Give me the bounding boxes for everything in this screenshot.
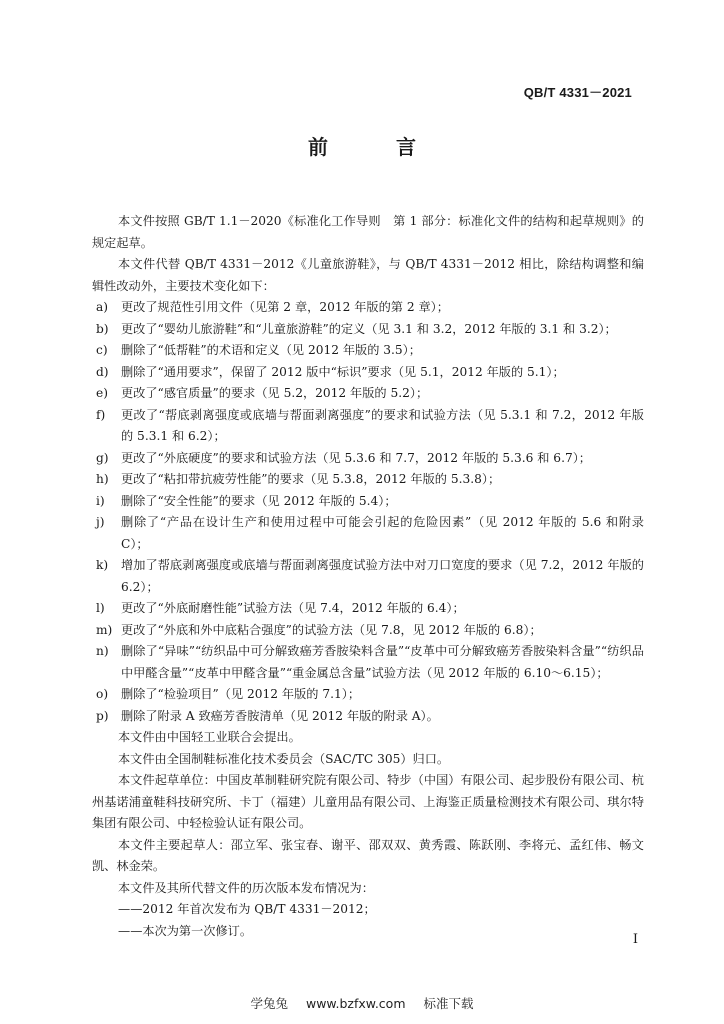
footer-url[interactable]: www.bzfxw.com — [305, 996, 406, 1011]
list-item — [92, 491, 644, 513]
list-marker: k) — [96, 558, 109, 572]
list-text: 更改了规范性引用文件（见第 2 章，2012 年版的第 2 章）； — [121, 300, 449, 314]
list-item — [92, 641, 644, 684]
paragraph: 本文件代替 QB/T 4331－2012《儿童旅游鞋》，与 QB/T 4331－2012 相比，除结构调整和编辑性改动外，主要技术变化如下： — [92, 257, 644, 293]
list-marker: a) — [96, 300, 109, 314]
list-marker: f) — [96, 407, 106, 422]
list-text: 删除了“产品在设计生产和使用过程中可能会引起的危险因素”（见 2012 年版的 5.6 和附录 C）； — [121, 515, 644, 551]
footer-watermark — [0, 994, 724, 1012]
list-text: 更改了“粘扣带抗疲劳性能”的要求（见 5.3.8，2012 年版的 5.3.8）； — [121, 472, 501, 486]
history-item: ——本次为第一次修订。 — [118, 923, 253, 938]
list-text: 更改了“感官质量”的要求（见 5.2，2012 年版的 5.2）； — [121, 386, 429, 400]
paragraph: 本文件主要起草人：邵立军、张宝春、谢平、邵双双、黄秀霞、陈跃刚、李将元、孟红伟、畅文凯、林金荣。 — [92, 837, 644, 873]
list-marker: o) — [96, 687, 109, 701]
list-item — [92, 469, 644, 491]
list-item — [92, 598, 644, 620]
history-item: ——2012 年首次发布为 QB/T 4331－2012； — [118, 902, 376, 916]
list-marker: d) — [96, 364, 109, 379]
list-item — [92, 512, 644, 555]
list-item — [92, 297, 644, 319]
list-item — [92, 362, 644, 384]
paragraph: 本文件按照 GB/T 1.1－2020《标准化工作导则 第 1 部分：标准化文件的结构和起草规则》的规定起草。 — [92, 214, 644, 250]
document-body — [92, 211, 644, 942]
paragraph: 本文件由中国轻工业联合会提出。 — [118, 730, 301, 744]
list-item — [92, 319, 644, 341]
list-marker: g) — [96, 450, 109, 465]
list-item — [92, 448, 644, 470]
footer-tagline: 标准下载 — [423, 996, 474, 1011]
list-item — [92, 684, 644, 706]
list-marker: h) — [96, 472, 109, 486]
list-item — [92, 405, 644, 448]
list-item — [92, 340, 644, 362]
list-marker: m) — [96, 622, 113, 637]
document-code: QB/T 4331－2021 — [523, 85, 632, 100]
paragraph: 本文件由全国制鞋标准化技术委员会（SAC/TC 305）归口。 — [118, 751, 450, 766]
paragraph: 本文件及其所代替文件的历次版本发布情况为： — [118, 880, 374, 895]
list-item — [92, 555, 644, 598]
list-text: 更改了“外底硬度”的要求和试验方法（见 5.3.6 和 7.7，2012 年版的 5.3.6 和 6.7）； — [121, 450, 591, 465]
footer-site-name: 学兔兔 — [250, 996, 288, 1011]
list-marker: n) — [96, 644, 109, 658]
list-marker: c) — [96, 343, 108, 357]
list-text: 更改了“婴幼儿旅游鞋”和“儿童旅游鞋”的定义（见 3.1 和 3.2，2012 年版的 3.1 和 3.2）； — [121, 321, 617, 336]
list-text: 更改了“外底耐磨性能”试验方法（见 7.4，2012 年版的 6.4）； — [121, 601, 465, 615]
list-text: 更改了“帮底剥离强度或底墙与帮面剥离强度”的要求和试验方法（见 5.3.1 和 7.2，2012 年版的 5.3.1 和 6.2）； — [121, 407, 644, 443]
list-item — [92, 383, 644, 405]
list-item — [92, 706, 644, 728]
change-list — [92, 297, 644, 727]
list-text: 删除了“安全性能”的要求（见 2012 年版的 5.4）； — [121, 493, 397, 508]
page-number: I — [632, 932, 638, 947]
list-text: 删除了“通用要求”，保留了 2012 版中“标识”要求（见 5.1，2012 年版的 5.1）； — [121, 364, 565, 379]
list-marker: b) — [96, 321, 109, 336]
list-text: 删除了“检验项目”（见 2012 年版的 7.1）； — [121, 687, 361, 701]
list-text: 增加了帮底剥离强度或底墙与帮面剥离强度试验方法中对刀口宽度的要求（见 7.2，2012 年版的 6.2）； — [121, 558, 644, 594]
paragraph: 本文件起草单位：中国皮革制鞋研究院有限公司、特步（中国）有限公司、起步股份有限公司、杭州基诺浦童鞋科技研究所、卡丁（福建）儿童用品有限公司、上海鉴正质量检测技术有限公司、琪尔特集团有限公司、中轻检验认证有限公司。 — [92, 773, 644, 830]
list-text: 删除了附录 A 致癌芳香胺清单（见 2012 年版的附录 A）。 — [121, 708, 439, 723]
list-marker: i) — [96, 493, 105, 508]
list-marker: l) — [96, 601, 105, 615]
list-marker: p) — [96, 708, 109, 723]
list-marker: j) — [96, 515, 105, 529]
list-text: 删除了“低帮鞋”的术语和定义（见 2012 年版的 3.5）； — [121, 343, 421, 357]
list-text: 删除了“异味”“纺织品中可分解致癌芳香胺染料含量”“皮革中可分解致癌芳香胺染料含量”“纺织品中甲醛含量”“皮革中甲醛含量”“重金属总含量”试验方法（见 2012 年版的 6.10～6.15）； — [121, 644, 644, 680]
list-item — [92, 620, 644, 642]
page-title: 前 言 — [308, 135, 440, 159]
list-text: 更改了“外底和外中底粘合强度”的试验方法（见 7.8，见 2012 年版的 6.8）； — [121, 622, 542, 637]
list-marker: e) — [96, 386, 108, 400]
